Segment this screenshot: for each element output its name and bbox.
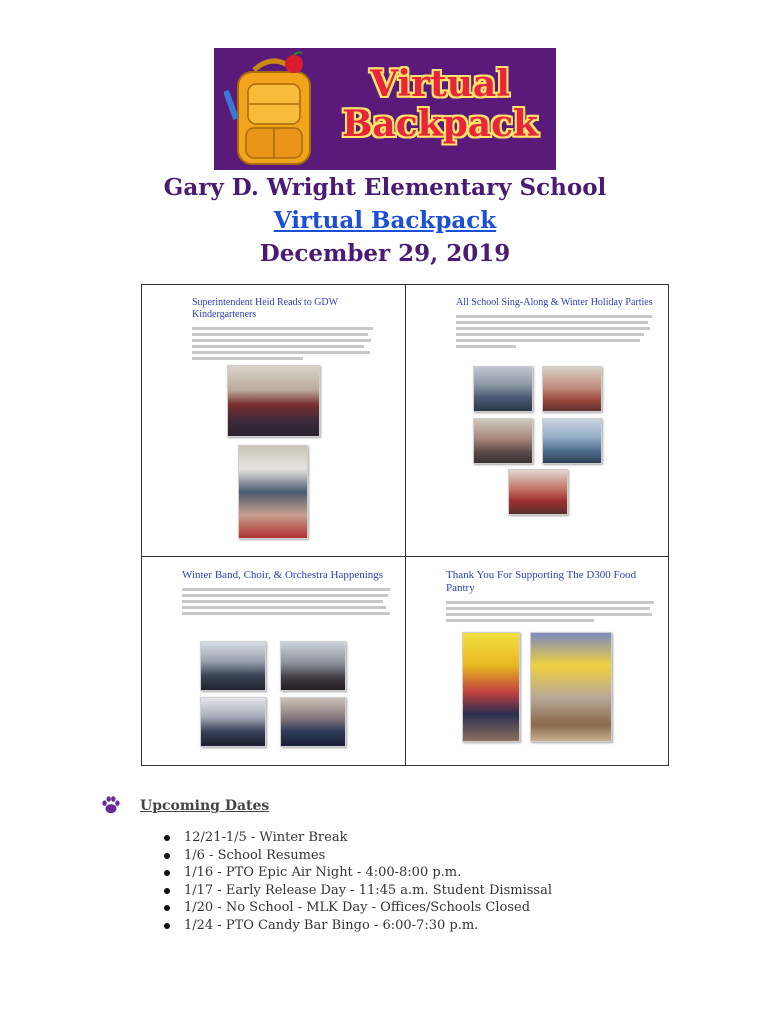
photo-superintendent-student [238, 445, 308, 539]
photo-band-concert-1 [200, 641, 266, 691]
date-heading: December 29, 2019 [259, 240, 511, 267]
banner-title-line1: Virtual [370, 63, 510, 105]
story-text [192, 327, 377, 360]
upcoming-dates-list [160, 829, 552, 934]
photo-holiday-party-3 [542, 418, 602, 464]
photo-choir-performance [200, 697, 266, 747]
list-item: 1/24 - PTO Candy Bar Bingo - 6:00-7:30 p.m. [160, 917, 552, 935]
photo-food-donations [530, 632, 612, 742]
school-name-heading: Gary D. Wright Elementary School [163, 174, 607, 201]
list-item: 1/17 - Early Release Day - 11:45 a.m. Student Dismissal [160, 882, 552, 900]
story-text [456, 315, 656, 348]
photo-gym-assembly [473, 366, 533, 412]
virtual-backpack-banner [214, 48, 556, 170]
photo-classroom-reading [227, 365, 320, 437]
photo-food-drive-bulletin [462, 632, 520, 742]
photo-orchestra-students [280, 697, 346, 747]
story-title: Superintendent Heid Reads to GDW Kindergarteners [192, 297, 338, 320]
banner-title [330, 64, 550, 144]
banner-title-line2: Backpack [342, 103, 538, 145]
story-title: All School Sing-Along & Winter Holiday Parties [456, 297, 653, 308]
story-text [182, 588, 394, 615]
list-item: 1/16 - PTO Epic Air Night - 4:00-8:00 p.m. [160, 864, 552, 882]
backpack-icon [224, 50, 324, 168]
newsletter-grid [141, 284, 669, 766]
photo-holiday-party-1 [542, 366, 602, 412]
paw-print-icon [100, 794, 122, 816]
list-item: 12/21-1/5 - Winter Break [160, 829, 552, 847]
photo-holiday-party-2 [473, 418, 533, 464]
photo-holiday-party-4 [508, 469, 568, 515]
story-title: Winter Band, Choir, & Orchestra Happenings [182, 569, 384, 581]
list-item: 1/6 - School Resumes [160, 847, 552, 865]
photo-band-concert-2 [280, 641, 346, 691]
story-text [446, 601, 658, 622]
story-title: Thank You For Supporting The D300 Food Pantry [446, 569, 637, 594]
grid-divider-vertical [405, 285, 406, 765]
virtual-backpack-link[interactable]: Virtual Backpack [273, 207, 497, 234]
list-item: 1/20 - No School - MLK Day - Offices/Schools Closed [160, 899, 552, 917]
grid-divider-horizontal [142, 556, 668, 557]
upcoming-dates-heading: Upcoming Dates [140, 798, 270, 814]
